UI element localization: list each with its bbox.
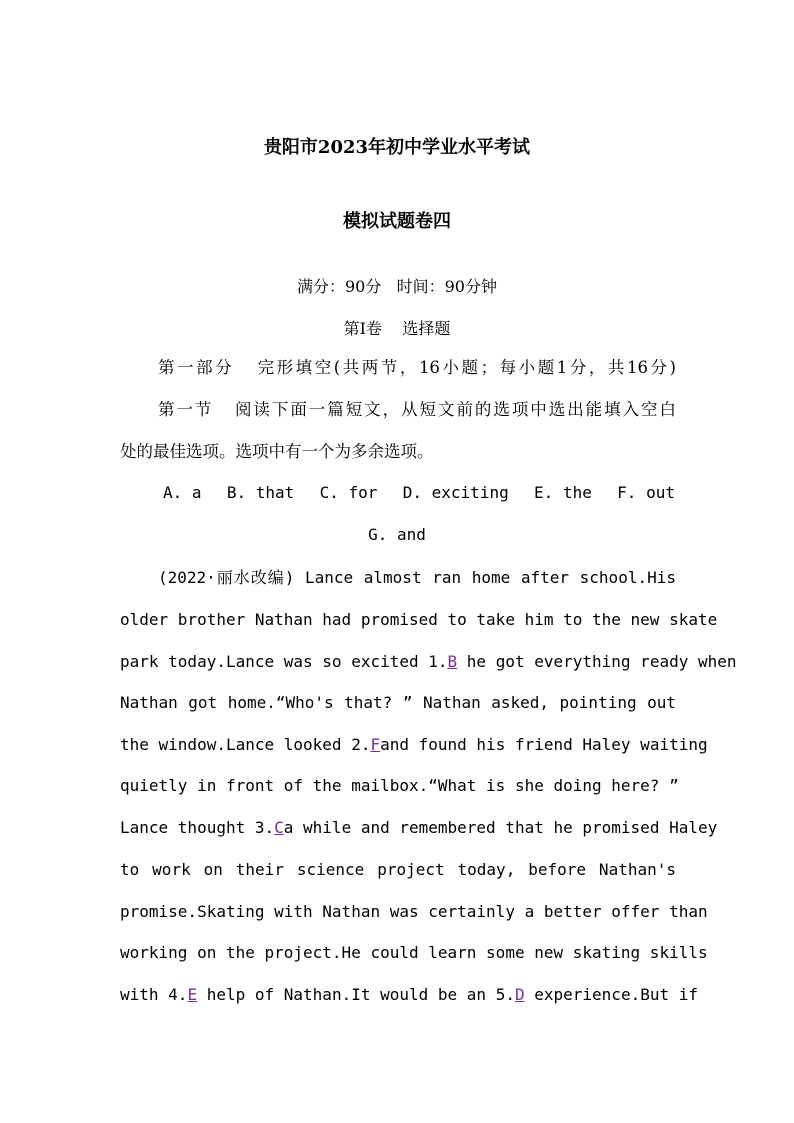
- passage-line-7: [120, 816, 718, 840]
- volume-label: 第Ⅰ卷 选择题: [343, 319, 451, 338]
- option-e: E. the: [534, 483, 592, 502]
- option-d: D. exciting: [402, 483, 509, 502]
- answer-5: D: [514, 985, 525, 1004]
- blank-number: 3.: [254, 818, 275, 837]
- passage-line-4: Nathan got home.“Who's that? ” Nathan asked, pointing out: [120, 693, 676, 712]
- text: the window.Lance looked: [120, 735, 352, 754]
- option-a: A. a: [163, 483, 202, 502]
- option-c: C. for: [319, 483, 378, 502]
- option-f: F. out: [617, 483, 675, 502]
- blank-number: 5.: [495, 985, 515, 1004]
- passage-line-1: (2022·丽水改编) Lance almost ran home after school.His: [158, 568, 676, 587]
- answer-2: F: [370, 735, 381, 754]
- passage-line-6: quietly in front of the mailbox.“What is she doing here? ”: [120, 776, 679, 795]
- passage-line-9: promise.Skating with Nathan was certainly a better offer than: [120, 902, 708, 921]
- text: and found his friend Haley waiting: [380, 735, 708, 754]
- options-row: [163, 483, 675, 502]
- exam-subtitle: 模拟试题卷四: [343, 211, 451, 232]
- part-heading: 第一部分 完形填空(共两节，16小题；每小题1分，共16分): [158, 358, 676, 377]
- passage-line-8: to work on their science project today, before Nathan's: [120, 860, 676, 879]
- text: Lance thought: [120, 818, 255, 837]
- text: experience.But if: [524, 985, 698, 1004]
- option-b: B. that: [226, 483, 295, 502]
- text: park today.Lance was so excited: [120, 652, 429, 671]
- text: help of Nathan.It would be an: [197, 985, 496, 1004]
- text: a while and remembered that he promised Haley: [283, 818, 718, 837]
- section-instruction-2: 处的最佳选项。选项中有一个为多余选项。: [120, 442, 434, 461]
- passage-line-10: working on the project.He could learn some new skating skills: [120, 943, 708, 962]
- section-instruction-1: 第一节 阅读下面一篇短文，从短文前的选项中选出能填入空白: [158, 400, 676, 419]
- exam-title: 贵阳市2023年初中学业水平考试: [263, 137, 531, 158]
- passage-line-11: [120, 983, 698, 1007]
- score-time: 满分：90分 时间：90分钟: [297, 277, 497, 296]
- answer-4: E: [187, 985, 198, 1004]
- passage-line-2: older brother Nathan had promised to take him to the new skate: [120, 610, 718, 629]
- passage-line-5: [120, 733, 708, 757]
- blank-number: 4.: [168, 985, 188, 1004]
- text: he got everything ready when: [457, 652, 737, 671]
- option-g: G. and: [368, 525, 426, 544]
- text: with: [120, 985, 169, 1004]
- passage-line-3: [120, 650, 737, 674]
- blank-number: 1.: [428, 652, 448, 671]
- answer-3: C: [274, 818, 284, 837]
- answer-1: B: [447, 652, 458, 671]
- blank-number: 2.: [351, 735, 371, 754]
